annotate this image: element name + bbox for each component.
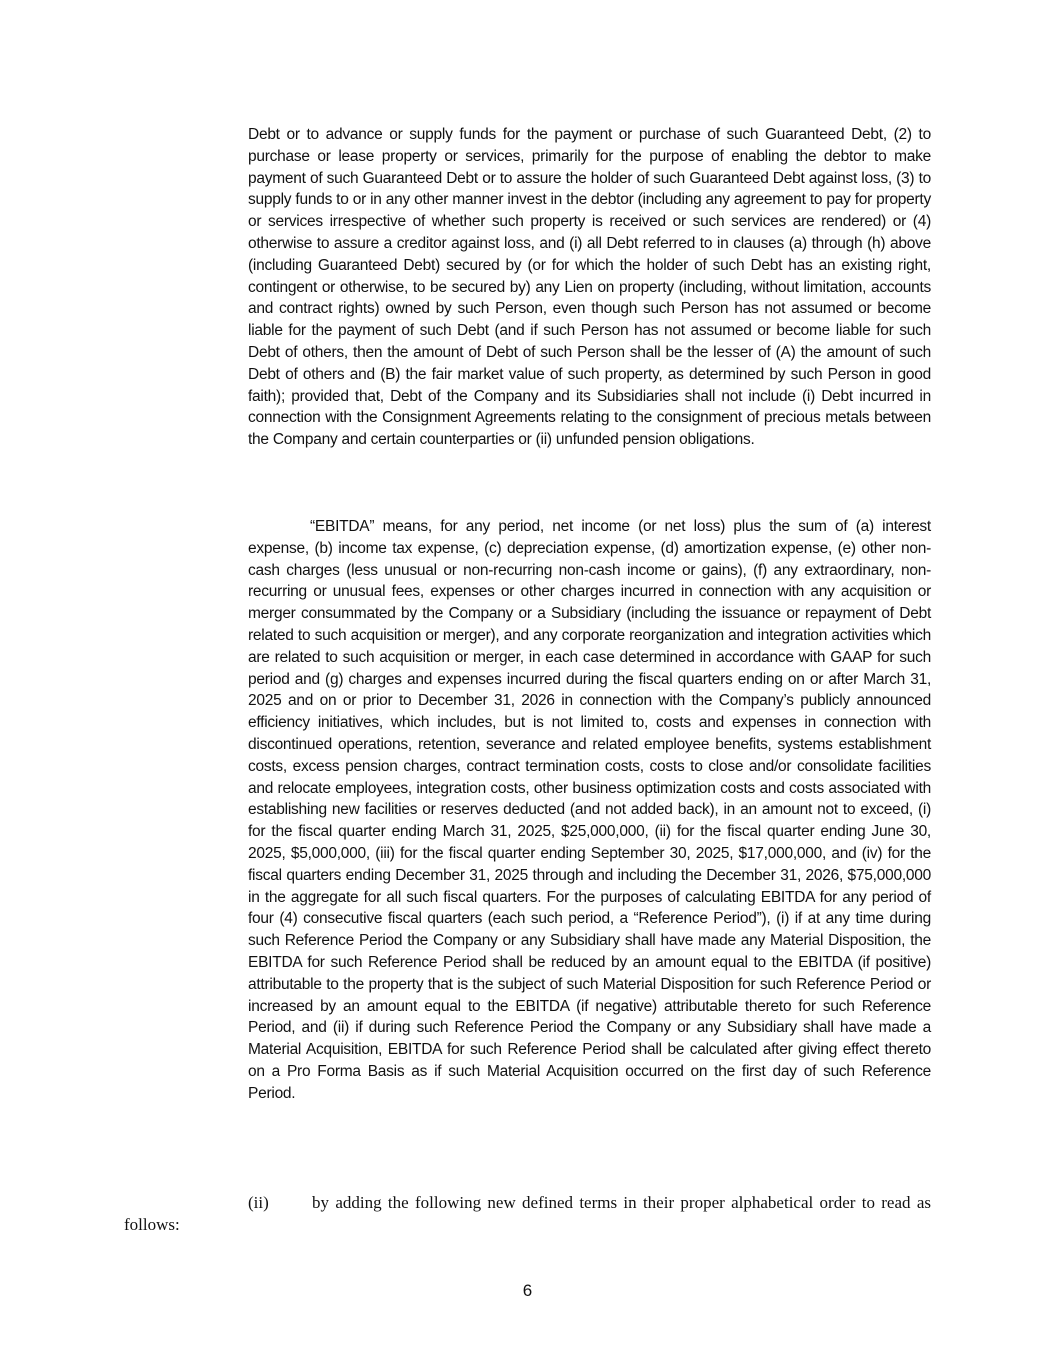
page-number: 6: [522, 1281, 533, 1300]
debt-definition-continuation: Debt or to advance or supply funds for the payment or purchase of such Guaranteed Debt, (2) to purchase or lease property or services, primarily for the purpose of enabling the debtor to make payment of such Guaranteed Debt or to assure the holder of such Guaranteed Debt against loss, (3) to supply funds to or in any other manner invest in the debtor (including any agreement to pay for property or services irrespective of whether such property is received or such services are rendered) or (4) otherwise to assure a creditor against loss, and (i) all Debt referred to in clauses (a) through (h) above (including Guaranteed Debt) secured by (or for which the holder of such Debt has an existing right, contingent or otherwise, to be secured by) any Lien on property (including, without limitation, accounts and contract rights) owned by such Person, even though such Person has not assumed or become liable for the payment of such Debt (and if such Person has not assumed or become liable for such Debt of others, then the amount of Debt of such Person shall be the lesser of (A) the amount of such Debt of others and (B) the fair market value of such property, as determined by such Person in good faith); provided that, Debt of the Company and its Subsidiaries shall not include (i) Debt incurred in connection with the Consignment Agreements relating to the consignment of precious metals between the Company and certain counterparties or (ii) unfunded pension obligations.: [248, 126, 931, 449]
ebitda-definition: “EBITDA” means, for any period, net income (or net loss) plus the sum of (a) interest expense, (b) income tax expense, (c) depreciation expense, (d) amortization expense, (e) other non-cash charges (less unusual or non-recurring non-cash income or gains), (f) any extraordinary, non-recurring or unusual fees, expenses or other charges incurred in connection with any acquisition or merger consummated by the Company or a Subsidiary (including the issuance or repayment of Debt related to such acquisition or merger), and any corporate reorganization and integration activities which are related to such acquisition or merger, in each case determined in accordance with GAAP for such period and (g) charges and expenses incurred during the fiscal quarters ending on or after March 31, 2025 and on or prior to December 31, 2026 in connection with the Company’s publicly announced efficiency initiatives, which includes, but is not limited to, costs and expenses in connection with discontinued operations, retention, severance and related employee benefits, systems establishment costs, excess pension charges, contract termination costs, costs to close and/or consolidate facilities and relocate employees, integration costs, other business optimization costs and costs associated with establishing new facilities or reserves deducted (and not added back), in an amount not to exceed, (i) for the fiscal quarter ending March 31, 2025, $25,000,000, (ii) for the fiscal quarter ending June 30, 2025, $5,000,000, (iii) for the fiscal quarter ending September 30, 2025, $17,000,000, and (iv) for the fiscal quarters ending December 31, 2025 through and including the December 31, 2026, $75,000,000 in the aggregate for all such fiscal quarters. For the purposes of calculating EBITDA for any period of four (4) consecutive fiscal quarters (each such period, a “Reference Period”), (i) if at any time during such Reference Period the Company or any Subsidiary shall have made any Material Disposition, the EBITDA for such Reference Period shall be reduced by an amount equal to the EBITDA (if positive) attributable to the property that is the subject of such Material Disposition for such Reference Period or increased by an amount equal to the EBITDA (if negative) attributable thereto for such Reference Period, and (ii) if during such Reference Period the Company or any Subsidiary shall have made a Material Acquisition, EBITDA for such Reference Period shall be calculated after giving effect thereto on a Pro Forma Basis as if such Material Acquisition occurred on the first day of such Reference Period.: [248, 518, 931, 1102]
amendment-text: by adding the following new defined terms in their proper alphabetical order to read as follows:: [124, 1193, 931, 1234]
amendment-clause: [124, 1192, 931, 1236]
amendment-number: (ii): [248, 1193, 269, 1212]
